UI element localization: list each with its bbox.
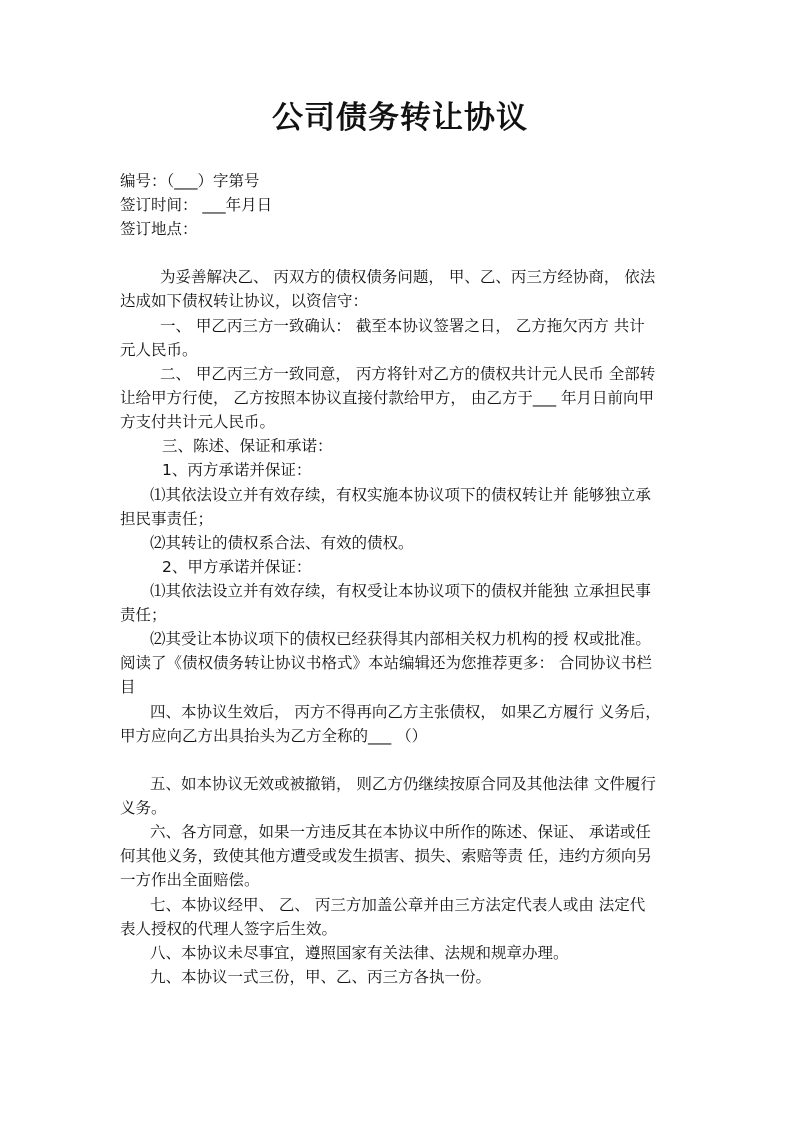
paragraph-line: 六、各方同意，如果一方违反其在本协议中所作的陈述、保证、 承诺或任	[150, 823, 651, 841]
recommendation-line: 阅读了《债权债务转让协议书格式》本站编辑还为您推荐更多： 合同协议书栏	[120, 654, 652, 672]
paragraph-line: 二、 甲乙丙三方一致同意， 丙方将针对乙方的债权共计元人民币 全部转	[160, 365, 656, 383]
paragraph-line: ⑵其受让本协议项下的债权已经获得其内部相关权力机构的授 权或批准。	[150, 630, 651, 648]
paragraph-line: 让给甲方行使， 乙方按照本协议直接付款给甲方， 由乙方于___ 年月日前向甲	[120, 389, 655, 407]
signing-place-line: 签订地点：	[120, 220, 198, 238]
paragraph-line: 一、 甲乙丙三方一致确认： 截至本协议签署之日， 乙方拖欠丙方 共计	[160, 317, 645, 335]
paragraph-line: 表人授权的代理人签字后生效。	[120, 920, 338, 938]
paragraph-line: 甲方应向乙方出具抬头为乙方全称的___ （）	[120, 727, 428, 745]
paragraph-line: 为妥善解决乙、 丙双方的债权债务问题， 甲、乙、丙三方经协商， 依法	[160, 268, 656, 286]
paragraph-line: 七、本协议经甲、 乙、 丙三方加盖公章并由三方法定代表人或由 法定代	[150, 896, 646, 914]
signing-date-line: 签订时间： ___年月日	[120, 196, 273, 214]
paragraph-line: 九、本协议一式三份，甲、乙、丙三方各执一份。	[150, 968, 492, 986]
document-title: 公司债务转让协议	[272, 100, 528, 136]
paragraph-line: ⑵其转让的债权系合法、有效的债权。	[150, 534, 414, 552]
paragraph-line: ⑴其依法设立并有效存续，有权实施本协议项下的债权转让并 能够独立承	[150, 486, 651, 504]
paragraph-line: 责任；	[120, 606, 167, 624]
subsection-heading: 2、甲方承诺并保证：	[162, 558, 312, 576]
paragraph-line: 何其他义务，致使其他方遭受或发生损害、损失、索赔等责 任，违约方须向另	[120, 847, 652, 865]
paragraph-line: 八、本协议未尽事宜，遵照国家有关法律、法规和规章办理。	[150, 944, 569, 962]
paragraph-line: 达成如下债权转让协议，以资信守：	[120, 292, 369, 310]
paragraph-line: 一方作出全面赔偿。	[120, 871, 260, 889]
paragraph-line: ⑴其依法设立并有效存续，有权受让本协议项下的债权并能独 立承担民事	[150, 582, 651, 600]
paragraph-line: 义务。	[120, 799, 167, 817]
paragraph-line: 五、如本协议无效或被撤销， 则乙方仍继续按原合同及其他法律 文件履行	[150, 775, 656, 793]
paragraph-line: 四、本协议生效后， 丙方不得再向乙方主张债权， 如果乙方履行 义务后，	[150, 703, 661, 721]
subsection-heading: 1、丙方承诺并保证：	[162, 461, 312, 479]
contract-number-line: 编号：（___）字第号	[120, 172, 260, 190]
section-heading: 三、陈述、保证和承诺：	[162, 437, 333, 455]
paragraph-line: 担民事责任；	[120, 510, 214, 528]
paragraph-line: 方支付共计元人民币。	[120, 413, 276, 431]
recommendation-line: 目	[120, 678, 136, 696]
paragraph-line: 元人民币。	[120, 341, 198, 359]
